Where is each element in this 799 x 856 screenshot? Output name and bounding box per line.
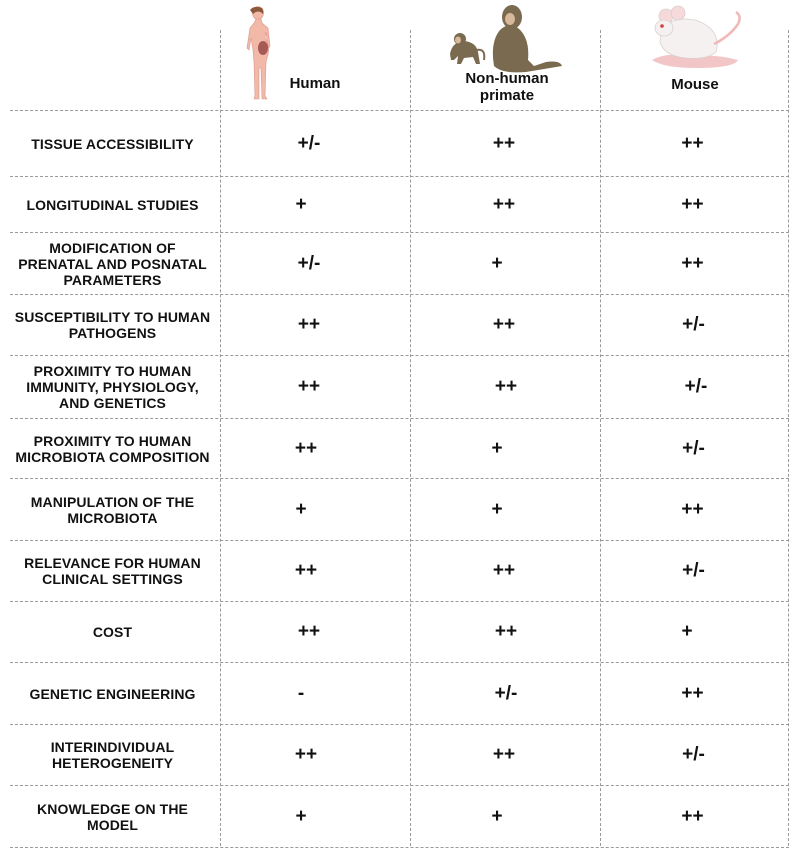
- row-divider: [10, 847, 789, 848]
- rating-cell: +/-: [682, 744, 705, 765]
- rating-cell: ++: [297, 621, 321, 642]
- rating-cell: ++: [494, 621, 518, 642]
- row-label-proximity-microbiota: PROXIMITY TO HUMAN MICROBIOTA COMPOSITION: [15, 432, 210, 465]
- row-label-clinical-relevance: RELEVANCE FOR HUMAN CLINICAL SETTINGS: [24, 555, 201, 587]
- mouse-icon: [646, 2, 746, 72]
- rating-cell: ++: [681, 132, 704, 154]
- rating-cell: +/-: [684, 376, 708, 397]
- rating-cell: ++: [294, 744, 318, 765]
- rating-cell: +: [295, 193, 307, 215]
- rating-cell: ++: [681, 498, 704, 520]
- row-label-prenatal-postnatal-parameters: MODIFICATION OF PRENATAL AND POSNATAL PARAMETERS: [18, 239, 207, 288]
- row-label-proximity-immunity: PROXIMITY TO HUMAN IMMUNITY, PHYSIOLOGY, AND GENETICS: [26, 363, 199, 411]
- rating-cell: ++: [294, 560, 318, 581]
- rating-cell: +/-: [297, 252, 321, 274]
- rating-cell: +/-: [682, 314, 705, 335]
- rating-cell: +: [295, 805, 307, 827]
- primate-icon: [442, 2, 572, 74]
- rating-cell: +: [491, 437, 503, 459]
- rating-cell: +: [491, 252, 503, 274]
- row-label-longitudinal-studies: LONGITUDINAL STUDIES: [26, 196, 199, 213]
- rating-cell: +: [491, 498, 503, 520]
- rating-cell: ++: [492, 193, 516, 215]
- rating-cell: +: [491, 805, 503, 827]
- rating-cell: ++: [492, 560, 516, 581]
- rating-cell: ++: [681, 805, 704, 827]
- rating-cell: ++: [494, 376, 518, 397]
- rating-cell: +: [295, 498, 307, 520]
- pregnant-woman-icon: [240, 6, 280, 102]
- rating-cell: +/-: [297, 132, 321, 154]
- rating-cell: ++: [492, 314, 516, 335]
- rating-cell: ++: [297, 376, 321, 397]
- rating-cell: ++: [294, 437, 318, 459]
- row-label-interindividual-heterogeneity: INTERINDIVIDUAL HETEROGENEITY: [50, 739, 175, 771]
- column-header-primate: Non-human primate: [465, 70, 549, 104]
- row-label-genetic-engineering: GENETIC ENGINEERING: [29, 685, 196, 702]
- rating-cell: ++: [681, 193, 704, 215]
- rating-cell: ++: [492, 744, 516, 765]
- rating-cell: +/-: [494, 682, 518, 704]
- rating-cell: +: [681, 621, 693, 642]
- row-label-cost: COST: [92, 624, 133, 640]
- rating-cell: +/-: [682, 437, 705, 459]
- row-label-susceptibility-pathogens: SUSCEPTIBILITY TO HUMAN PATHOGENS: [14, 309, 211, 341]
- column-header-human: Human: [289, 75, 341, 92]
- rating-cell: ++: [681, 252, 704, 274]
- row-label-tissue-accessibility: TISSUE ACCESSIBILITY: [31, 135, 194, 152]
- column-header-mouse: Mouse: [671, 76, 719, 93]
- rating-cell: ++: [492, 132, 516, 154]
- rating-cell: +/-: [682, 560, 705, 581]
- rating-cell: -: [297, 682, 305, 704]
- row-label-knowledge-model: KNOWLEDGE ON THE MODEL: [37, 800, 188, 833]
- rating-cell: ++: [681, 682, 704, 704]
- row-label-manipulation-microbiota: MANIPULATION OF THE MICROBIOTA: [30, 493, 195, 526]
- rating-cell: ++: [297, 314, 321, 335]
